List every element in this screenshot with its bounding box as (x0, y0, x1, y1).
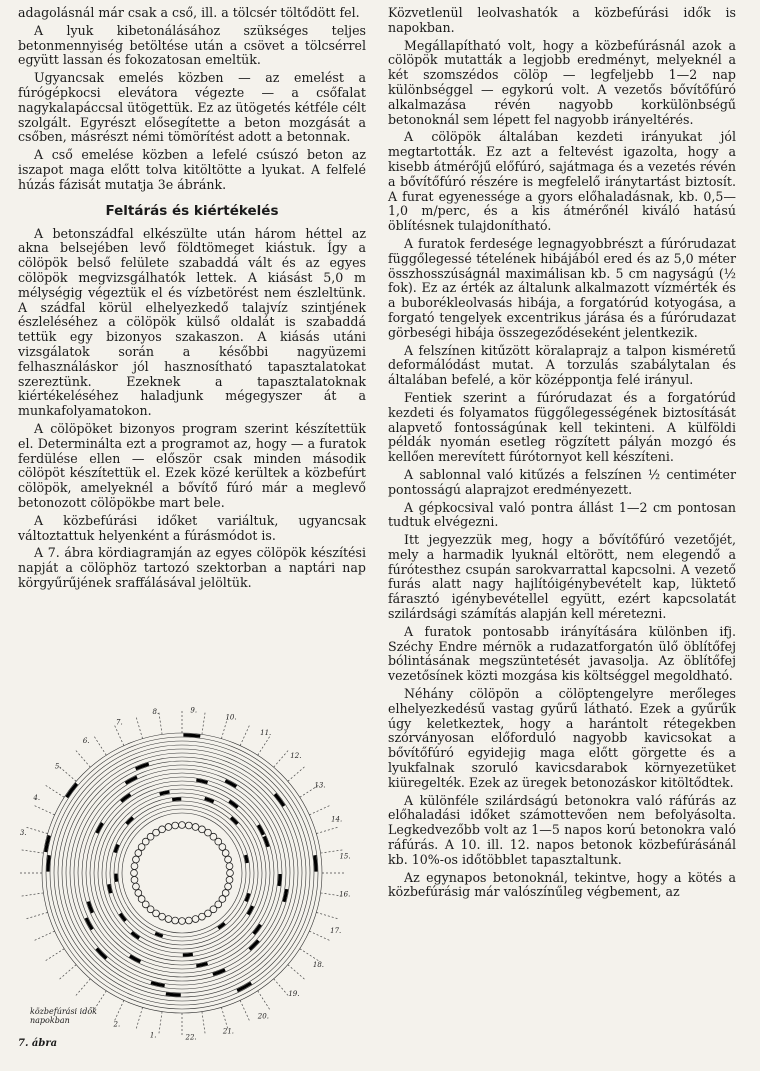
day-label: 3. (20, 829, 27, 838)
paragraph: Ugyancsak emelés közben — az emelést a fúrógépkocsi elevátora végezte — a csőfalat nagykalapáccsal ütögettük. Ez az ütögetés kétféle célt szolgált. Egyrészt elősegítette a beton mozgását a csőben, másrészt némi tömörítést adott a betonnak. (18, 70, 366, 145)
sector-line (316, 912, 337, 918)
day-label: 11. (260, 728, 272, 737)
pile-circle (226, 876, 233, 883)
day-mark (248, 906, 253, 914)
sector-line (258, 991, 270, 1010)
day-mark (166, 994, 181, 995)
sector-line (300, 949, 319, 961)
sector-line (46, 949, 65, 961)
day-ring (86, 777, 278, 969)
paragraph: Néhány cölöpön a cölöptengelyre merőleges elhelyezkedésű vastag gyűrű látható. Ezek a gyűrűk úgy keletkeztek, hogy a harántolt rétegekben szórványosan előforduló nagyobb kavicsokat a bővítőfúró egyidejig maga előtt görgette és a lyukfalnak szoruló kavicsdarabok környezetüket kiüregelték. Ezek az üregek betonozáskor kitöltődtek. (388, 686, 736, 790)
sector-line (221, 1007, 227, 1028)
pile-circle (131, 870, 138, 877)
sector-line (274, 979, 288, 996)
sector-line (136, 1007, 142, 1028)
paragraph: A közbefúrási időket variáltuk, ugyancsak változtattuk helyenként a fúrásmódot is. (18, 512, 366, 543)
paragraph: A cső emelése közben a lefelé csúszó beton az iszapot maga előtt tolva kitöltötte a lyukat. A felfelé húzás fázisát mutatja 3e ábránk. (18, 147, 366, 192)
day-label: 10. (225, 713, 237, 722)
day-label: 12. (290, 751, 302, 760)
day-mark (183, 954, 193, 955)
day-ring (102, 793, 262, 953)
paragraph: Közvetlenül leolvashatók a közbefúrási idők is napokban. (388, 5, 736, 35)
day-label: 15. (339, 852, 350, 861)
day-label: 9. (190, 706, 198, 715)
sector-line (136, 718, 142, 739)
day-label: 19. (288, 989, 300, 998)
pile-circle (172, 917, 179, 924)
day-ring (50, 741, 314, 1005)
left-column (18, 6, 366, 594)
pile-circle (226, 863, 233, 870)
pile-circle (165, 824, 172, 831)
sector-line (240, 1000, 249, 1020)
paragraph: Az egynapos betonoknál, tekintve, hogy a kötés a közbefúrásig már valószínűleg végbement, az (388, 869, 736, 900)
day-label: 7. (116, 718, 123, 727)
day-label: 18. (312, 960, 325, 969)
pile-circle (131, 863, 138, 870)
sector-line (46, 785, 65, 797)
sector-line (316, 827, 337, 833)
sector-line (288, 767, 305, 781)
day-mark (109, 884, 111, 893)
sector-line (274, 751, 288, 768)
day-label: 4. (33, 793, 41, 802)
day-ring (82, 773, 282, 973)
sector-line (159, 1012, 162, 1034)
sector-line (258, 737, 270, 756)
sector-line (60, 767, 77, 781)
pile-circle (172, 822, 179, 829)
sector-line (27, 827, 48, 833)
pile-circle (192, 824, 199, 831)
sector-line (35, 931, 55, 940)
day-mark (48, 855, 49, 871)
sector-line (76, 751, 90, 768)
sector-line (309, 806, 329, 815)
day-ring (94, 785, 270, 961)
day-label: 6. (82, 736, 90, 745)
figure-legend: közbefúrási idők napokban (30, 1007, 97, 1025)
day-mark (279, 874, 280, 886)
pile-circle (179, 822, 186, 829)
day-label: 13. (314, 781, 326, 790)
circular-diagram (20, 705, 350, 1045)
paragraph: adagolásnál már csak a cső, ill. a tölcsér töltődött fel. (18, 5, 360, 20)
day-ring (110, 801, 254, 945)
paragraph: A cölöpöket bizonyos program szerint készítettük el. Determinálta ezt a programot az, hogy — a furatok ferdülése ellen — először csak minden második cölöpöt készítettük el. Ezek közé kerültek a közbefúrt cölöpök, amelyeknél a bővítő fúró már a meglevő betonozott cölöpökbe mart bele. (18, 420, 366, 510)
right-column (388, 6, 736, 903)
pile-circle (185, 822, 192, 829)
pile-circle (192, 916, 199, 923)
paragraph: A furatok pontosabb irányítására különben ifj. Széchy Endre mérnök a rudazatforgatón ülő öblítőfej bólintásának megszüntetését javasolja. Az öblítőfej vezetősínek közti mozgása kis költséggel megoldható. (388, 623, 736, 684)
pile-circle (133, 883, 140, 890)
paragraph: Megállapítható volt, hogy a közbefúrásnál azok a cölöpök mutatták a legjobb eredményt, melyeknél a két szomszédos cölöp — legfeljebb 1—2 nap különbséggel — egykorú volt. A vezetős bővítőfúró alkalmazása révén nagyobb korkülönbségű betonoknál sem lépett fel nagyobb irányeltérés. (388, 37, 736, 127)
day-mark (116, 874, 117, 882)
day-label: 17. (330, 927, 342, 936)
sector-line (22, 893, 44, 896)
paragraph: A cölöpök általában kezdeti irányukat jól megtartották. Ez azt a feltevést igazolta, hogy a kisebb átmérőjű előfúró, sajátmaga és a vezetés révén a bővítőfúró részére is megfelelő iránytartást biztosít. A furat egyenessége a gyors előhaladásnak, kb. 0,5—1,0 m/perc, és a kis átmérőnél kiváló hatású öblítésnek tulajdonítható. (388, 129, 736, 234)
section-heading: Feltárás és kiértékelés (105, 202, 279, 219)
day-mark (246, 855, 248, 863)
sector-line (240, 726, 249, 746)
pile-circle (159, 826, 166, 833)
pile-circle (225, 856, 232, 863)
figure-caption: 7. ábra (18, 1038, 58, 1049)
sector-line (76, 979, 90, 996)
sector-line (94, 737, 106, 756)
pile-circle (222, 850, 229, 857)
day-mark (172, 799, 181, 800)
day-ring (114, 805, 250, 941)
day-ring (70, 761, 294, 985)
sector-line (115, 1000, 124, 1020)
day-label: 20. (257, 1012, 269, 1021)
day-ring (46, 737, 318, 1009)
day-label: 2. (113, 1020, 121, 1029)
day-ring (90, 781, 274, 965)
day-ring (42, 733, 325, 1013)
paragraph: A furatok ferdesége legnagyobbrészt a fúrórudazat függőlegessé tételének hibájából ered és az 5,0 méter összhosszúságnál maximálisan kb. 5 cm nagyságú (½ fok). Ez az érték az általunk alkalmazott vízmérték és a buborékleolvasás hibája, a forgatórúd kotyogása, a forgató tengelyek excentrikus járása és a fúrórudazat görbeségi hibája összegeződéseként jelentkezik. (388, 235, 736, 340)
paragraph: A 7. ábra kördiagramján az egyes cölöpök készítési napját a cölöphöz tartozó szektorban a naptári nap körgyűrűjének sraffálásával jelöltük. (18, 545, 366, 590)
day-label: 21. (222, 1027, 235, 1036)
day-mark (218, 923, 224, 928)
day-label: 22. (185, 1033, 197, 1042)
sector-line (202, 713, 205, 735)
day-label: 8. (152, 708, 160, 717)
sector-line (202, 1012, 205, 1034)
day-ring (122, 813, 242, 933)
sector-line (288, 965, 305, 979)
pile-circle (179, 918, 186, 925)
day-label: 16. (339, 890, 350, 899)
pile-circle (135, 890, 142, 897)
day-mark (315, 855, 316, 871)
day-ring (54, 745, 310, 1001)
day-mark (160, 792, 170, 794)
day-mark (88, 902, 92, 913)
day-ring (58, 749, 306, 997)
sector-line (22, 850, 44, 853)
sector-line (309, 931, 329, 940)
paragraph: Fentiek szerint a fúrórudazat és a forgatórúd kezdeti és folyamatos függőlegességének biztosítását alapvető fontosságúnak kell tekinteni. A külföldi példák nyomán esetleg rögzített pályán mozgó és kellően merevített fúrótornyot kell készíteni. (388, 389, 736, 465)
pile-circle (133, 856, 140, 863)
day-mark (120, 914, 125, 921)
paragraph: A felszínen kitűzött köralaprajz a talpon kisméretű deformálódást mutat. A torzulás szabálytalan és általában befelé, a kör középpontja felé irányul. (388, 342, 736, 388)
sector-line (60, 965, 77, 979)
paragraph: A sablonnal való kitűzés a felszínen ½ centiméter pontosságú alaprajzot eredményezett. (388, 466, 736, 497)
day-label: 14. (331, 815, 343, 824)
sector-line (35, 806, 55, 815)
day-mark (46, 835, 50, 852)
circular-diagram-figure (20, 705, 350, 1045)
sector-line (115, 726, 124, 746)
day-ring (74, 765, 290, 981)
day-mark (183, 735, 200, 736)
day-label: 1. (149, 1031, 157, 1040)
pile-circle (225, 883, 232, 890)
paragraph: A betonszádfal elkészülte után három héttel az akna belsejében levő földtömeget kiástuk. Így a cölöpök belső felülete szabaddá vált és az egyes cölöpök megvizsgálhatók lettek. A kiásást 5,0 m mélységig végeztük el és vízbetörést nem észleltünk. A szádfal körül elhelyezkedő talajvíz szintjének észleléséhez a cölöpök külső oldalát is szabaddá tettük egy bizonyos szakaszon. A kiásás utáni vizsgálatok során a későbbi nagyüzemi felhasználáskor jól hasznosítható tapasztalatokat szereztünk. Ezeknek a tapasztalatoknak kiértékeléséhez haladjunk mégegyszer át a munkafolyamatokon. (18, 225, 366, 419)
sector-line (27, 912, 48, 918)
paragraph: A különféle szilárdságú betonokra való ráfúrás az előhaladási időket számottevően nem befolyásolta. Legkedvezőbb volt az 1—5 napos korú betonokra való ráfúrás. A 10. ill. 12. napos betonok közbefúrásánál kb. 10%-os időtöbblet tapasztaltunk. (388, 792, 736, 867)
sector-line (159, 713, 162, 735)
paragraph: Itt jegyezzük meg, hogy a bővítőfúró vezetőjét, mely a harmadik lyuknál eltörött, nem elegendő a fúrótesthez csupán sarokvarrattal kapcsolni. A vezető furás alatt nagy hajlítóigénybevételt kap, lüktető fárasztó igénybevétellel együtt, ezért kapcsolatát szilárdsági számítás alapján kell méretezni. (388, 532, 736, 622)
pile-circle (227, 870, 234, 877)
pile-circle (185, 917, 192, 924)
pile-circle (131, 876, 138, 883)
day-mark (213, 970, 225, 975)
pile-circle (199, 913, 206, 920)
paragraph: A gépkocsival való pontra állást 1—2 cm pontosan tudtuk elvégezni. (388, 499, 736, 530)
day-mark (264, 836, 268, 846)
day-ring (98, 789, 266, 957)
day-label: 5. (54, 762, 62, 771)
paragraph: A lyuk kibetonálásához szükséges teljes betonmennyiség betöltése után a csövet a tölcsérrel együtt lassan és fokozatosan emeltük. (18, 22, 366, 68)
pile-circle (165, 916, 172, 923)
